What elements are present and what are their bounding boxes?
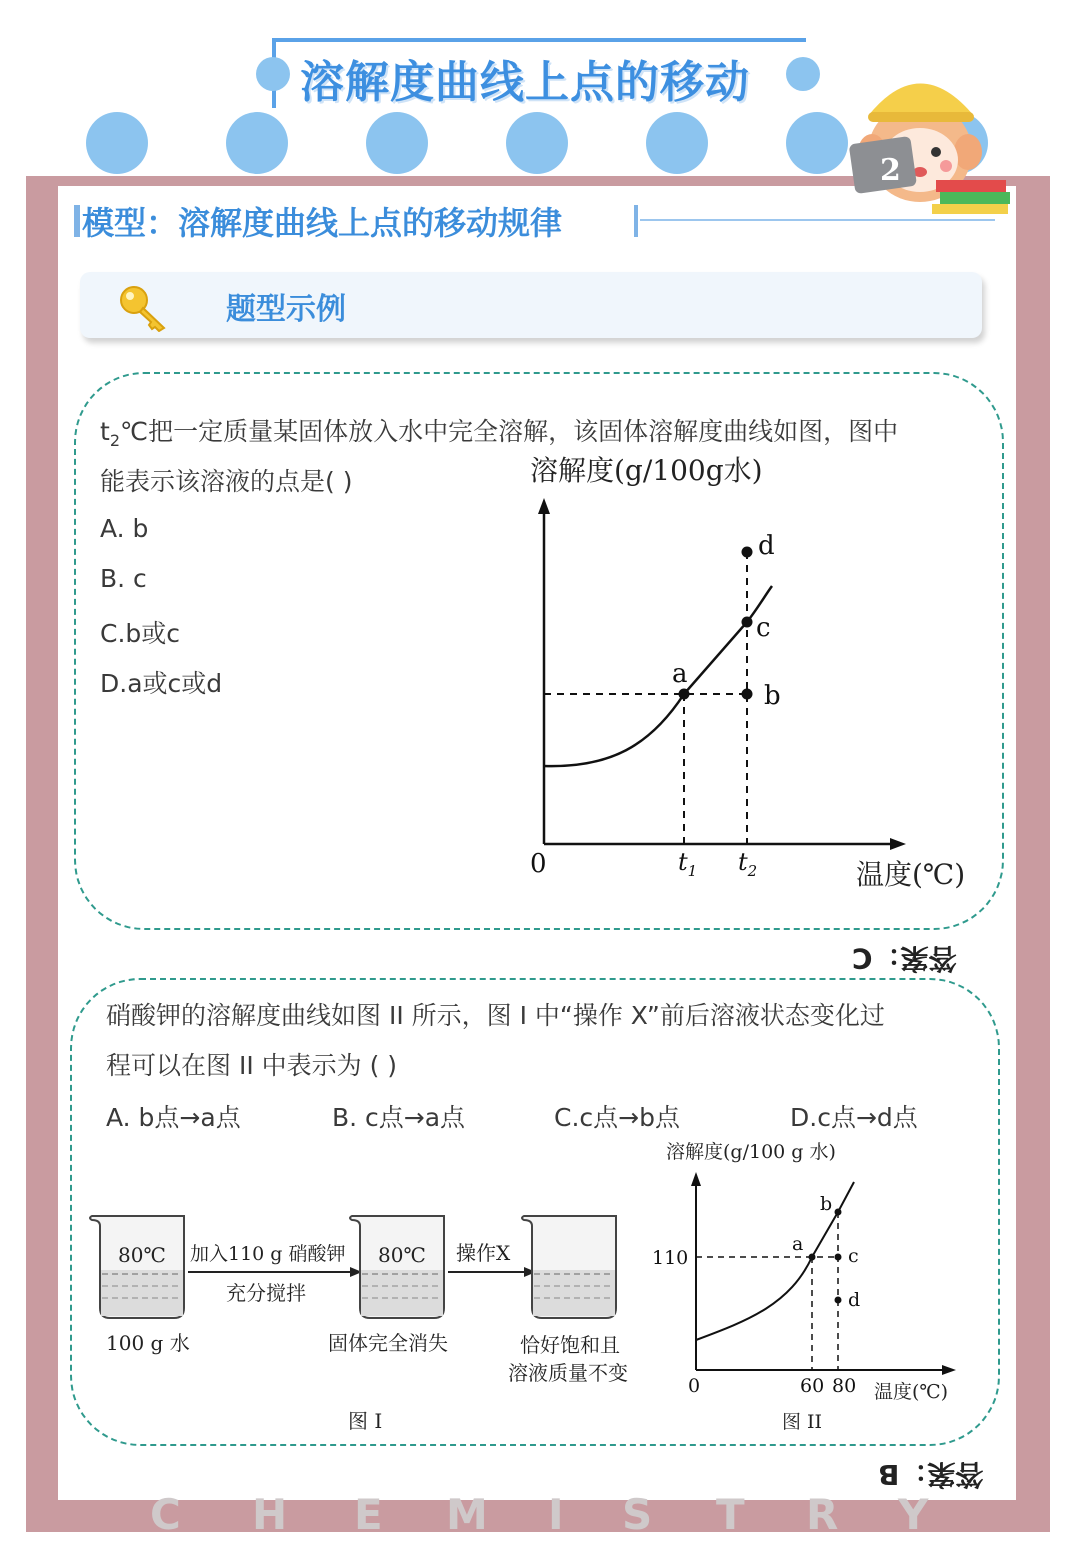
q1-point-d [742, 547, 753, 558]
figure-2-caption: 图 II [782, 1411, 823, 1433]
beaker-2-label: 固体完全消失 [328, 1331, 448, 1355]
q2-x-tick-80: 80 [832, 1375, 857, 1397]
q1-line1: $t_2℃$把一定质量某固体放入水中完全溶解，该固体溶解度曲线如图，图中 [100, 417, 899, 450]
beaker-3-label-1: 恰好饱和且 [520, 1333, 620, 1357]
q1-origin: 0 [530, 849, 547, 879]
q1-line2: 能表示该溶液的点是( ) [100, 467, 353, 496]
beaker-3-label-2: 溶液质量不变 [508, 1361, 628, 1385]
subtitle-end-bar [634, 205, 638, 237]
q2-point-d [835, 1297, 842, 1304]
deco-dot [226, 112, 288, 174]
q2-option-d[interactable]: D.c点→d点 [790, 1103, 918, 1132]
q2-figure-2 [650, 1134, 980, 1440]
deco-dot [506, 112, 568, 174]
q2-x-arrow [942, 1365, 956, 1375]
beaker-1-label: 100 g 水 [106, 1331, 190, 1355]
q1-x-arrow [890, 838, 906, 850]
footer-letter: R [806, 1490, 839, 1539]
q1-x-axis-label: 温度(℃) [856, 858, 966, 891]
footer-letter: C [150, 1490, 181, 1539]
q1-label-a: a [672, 659, 688, 689]
subtitle-bar [74, 205, 80, 237]
q1-option-b[interactable]: B. c [100, 564, 147, 593]
footer-letter: S [622, 1490, 653, 1539]
footer-letter: T [716, 1490, 745, 1539]
arrow-1-top: 加入110 g 硝酸钾 [190, 1243, 346, 1265]
q2-option-a[interactable]: A. b点→a点 [106, 1103, 241, 1132]
monkey-mascot-icon [828, 56, 1018, 221]
q1-answer: 答案：C [852, 942, 957, 975]
q2-x-axis-label: 温度(℃) [874, 1381, 949, 1403]
beaker-1-icon [90, 1216, 184, 1318]
beaker-2-icon [350, 1216, 444, 1318]
subtitle-rule [640, 219, 995, 221]
section-subtitle: 模型：溶解度曲线上点的移动规律 [82, 204, 563, 242]
q1-tick-t1: $t_1$ [678, 848, 698, 880]
q1-solubility-curve [544, 586, 772, 766]
q1-option-d[interactable]: D.a或c或d [100, 669, 223, 698]
title-dot-left [256, 57, 290, 91]
key-icon [116, 282, 172, 332]
q1-label-c: c [756, 613, 771, 643]
q1-point-b [742, 689, 753, 700]
q1-point-a [679, 689, 690, 700]
q1-label-b: b [764, 681, 781, 711]
deco-dot [646, 112, 708, 174]
q1-tick-t2: $t_2$ [738, 848, 758, 880]
q2-option-b[interactable]: B. c点→a点 [332, 1103, 466, 1132]
arrow-1-bottom: 充分搅拌 [226, 1281, 306, 1305]
q1-y-arrow [538, 498, 550, 514]
q2-line1: 硝酸钾的溶解度曲线如图 II 所示，图 I 中“操作 X”前后溶液状态变化过 [106, 1001, 885, 1030]
beaker-3-icon [522, 1216, 616, 1318]
footer-letter: I [548, 1490, 564, 1539]
q2-x-tick-60: 60 [800, 1375, 825, 1397]
q1-point-c [742, 617, 753, 628]
q2-origin: 0 [688, 1375, 701, 1397]
q2-point-b [835, 1209, 842, 1216]
beaker-2-temp: 80℃ [378, 1243, 426, 1267]
figure-1-caption: 图 I [348, 1409, 383, 1433]
deco-dot [366, 112, 428, 174]
q2-y-axis-label: 溶解度(g/100 g 水) [666, 1141, 836, 1163]
footer-letter: Y [898, 1490, 929, 1539]
q1-solubility-chart [520, 446, 990, 906]
q2-label-c: c [848, 1245, 859, 1267]
q2-y-tick-110: 110 [652, 1247, 689, 1269]
banner-label: 题型示例 [226, 292, 346, 327]
mascot-badge: 2 [880, 153, 901, 188]
deco-dot [86, 112, 148, 174]
q1-option-c[interactable]: C.b或c [100, 619, 181, 648]
q2-label-d: d [848, 1289, 861, 1311]
footer-letter: H [252, 1490, 288, 1539]
page-title: 溶解度曲线上点的移动 [300, 57, 750, 108]
q2-figure-1 [84, 1208, 664, 1440]
example-banner [80, 272, 982, 338]
q2-label-a: a [792, 1233, 804, 1255]
footer-letter: E [354, 1490, 383, 1539]
footer-letter: M [446, 1490, 488, 1539]
q1-option-a[interactable]: A. b [100, 514, 149, 543]
beaker-1-temp: 80℃ [118, 1243, 166, 1267]
q2-line2: 程可以在图 II 中表示为 ( ) [106, 1051, 398, 1080]
q1-label-d: d [758, 531, 775, 561]
title-dot-right [786, 57, 820, 91]
q2-label-b: b [820, 1193, 833, 1215]
arrow-2-top: 操作X [456, 1241, 511, 1265]
q2-y-arrow [691, 1172, 701, 1186]
q2-option-c[interactable]: C.c点→b点 [554, 1103, 680, 1132]
q2-answer: 答案：B [878, 1458, 984, 1491]
q1-y-axis-label: 溶解度(g/100g水) [530, 454, 763, 487]
q2-point-c [835, 1254, 842, 1261]
q2-point-a [809, 1254, 816, 1261]
